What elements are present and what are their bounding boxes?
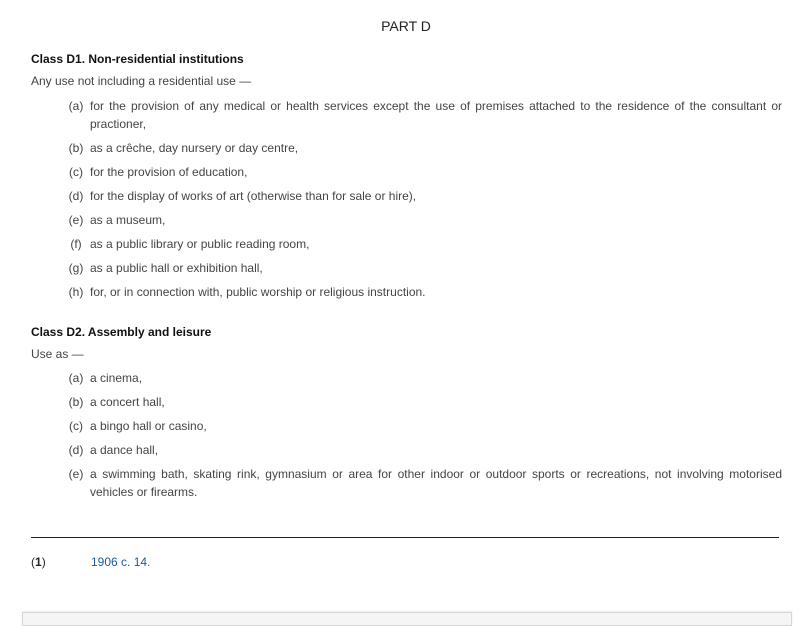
- item-letter: (c): [69, 419, 83, 433]
- footnote-divider: [31, 537, 779, 538]
- class-d1-intro: Any use not including a residential use —: [31, 74, 252, 88]
- item-text: a cinema,: [90, 371, 143, 385]
- footnote-number: 1: [35, 555, 42, 569]
- item-letter: (b): [68, 395, 84, 409]
- class-d1-item-e: [62, 211, 782, 229]
- item-letter: (d): [68, 443, 84, 457]
- class-d2-item-e: [62, 465, 782, 501]
- bottom-panel: [22, 612, 792, 626]
- item-text: for the provision of education,: [90, 165, 248, 179]
- class-d1-item-h: [62, 283, 782, 301]
- footnote-close-paren: ): [41, 555, 46, 569]
- class-d2-heading: Class D2. Assembly and leisure: [31, 325, 212, 339]
- item-letter: (e): [68, 213, 84, 227]
- item-letter: (b): [68, 141, 84, 155]
- part-title: PART D: [381, 18, 431, 34]
- item-letter: (f): [70, 237, 82, 251]
- class-d2-item-a: [62, 369, 782, 387]
- class-d1-heading: Class D1. Non-residential institutions: [31, 52, 244, 66]
- class-d2-intro: Use as —: [31, 347, 84, 361]
- item-text: a concert hall,: [90, 395, 165, 409]
- class-d1-item-b: [62, 139, 782, 157]
- class-d2-item-d: [62, 441, 782, 459]
- item-letter: (h): [68, 285, 84, 299]
- item-letter: (d): [68, 189, 84, 203]
- item-text: for the provision of any medical or health services except the use of premises attached to the residence of the consultant or practioner,: [90, 99, 782, 131]
- class-d1-item-f: [62, 235, 782, 253]
- class-d1-item-g: [62, 259, 782, 277]
- item-text: as a museum,: [90, 213, 166, 227]
- item-text: for, or in connection with, public worship or religious instruction.: [90, 285, 426, 299]
- footnote-marker: [31, 555, 46, 569]
- item-text: a dance hall,: [90, 443, 159, 457]
- item-text: as a public library or public reading room,: [90, 237, 310, 251]
- class-d2-item-c: [62, 417, 782, 435]
- item-letter: (e): [68, 467, 84, 481]
- class-d1-item-d: [62, 187, 782, 205]
- footnote-open-paren: (: [31, 555, 35, 569]
- item-letter: (c): [69, 165, 83, 179]
- item-text: as a crêche, day nursery or day centre,: [90, 141, 299, 155]
- item-letter: (a): [68, 99, 84, 113]
- item-letter: (g): [68, 261, 84, 275]
- item-letter: (a): [68, 371, 84, 385]
- class-d1-item-a: [62, 97, 782, 133]
- item-text: a swimming bath, skating rink, gymnasium or area for other indoor or outdoor sports or recreations, not involving motorised vehicles or firearms.: [90, 467, 782, 499]
- class-d1-item-c: [62, 163, 782, 181]
- item-text: for the display of works of art (otherwise than for sale or hire),: [90, 189, 417, 203]
- item-text: a bingo hall or casino,: [90, 419, 207, 433]
- class-d2-item-b: [62, 393, 782, 411]
- footnote-citation-link[interactable]: 1906 c. 14.: [91, 555, 151, 569]
- item-text: as a public hall or exhibition hall,: [90, 261, 263, 275]
